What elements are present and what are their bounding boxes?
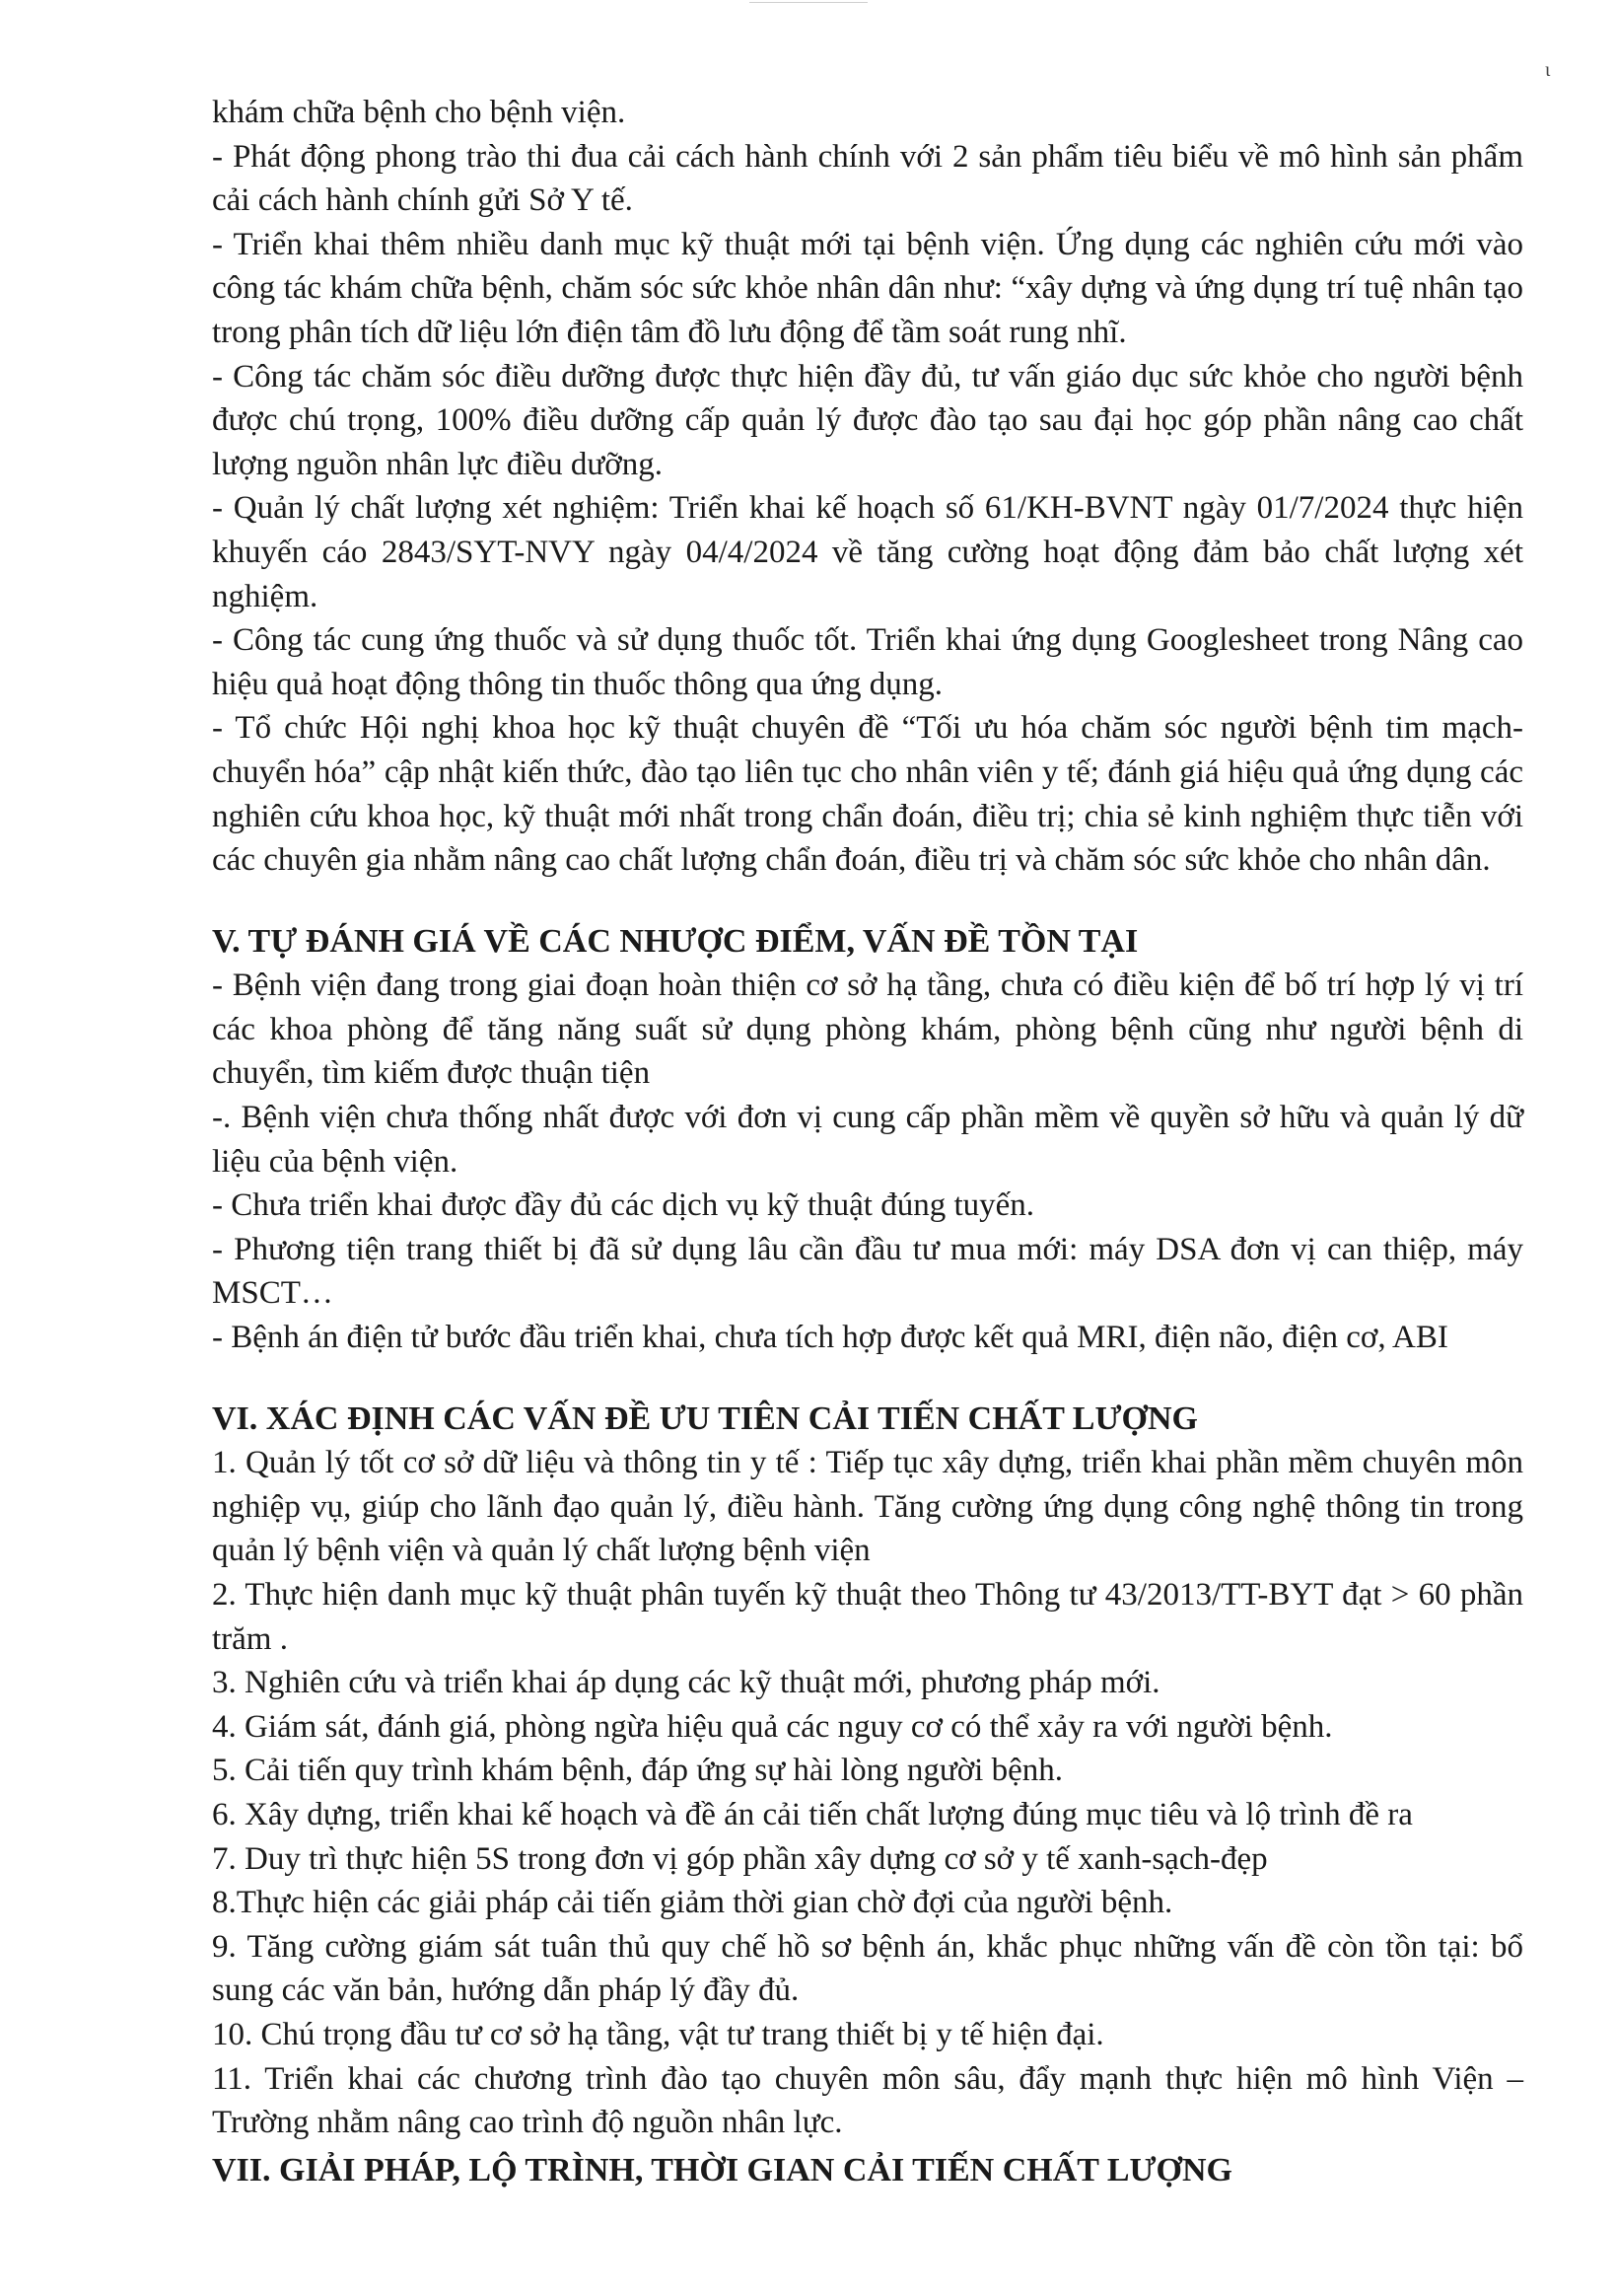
scan-top-line xyxy=(749,2,868,3)
section-vi-heading: VI. XÁC ĐỊNH CÁC VẤN ĐỀ ƯU TIÊN CẢI TIẾN CHẤT LƯỢNG xyxy=(212,1399,1198,1437)
corner-mark: ɩ xyxy=(1545,59,1551,81)
document-page xyxy=(212,91,1523,2192)
paragraph: - Công tác cung ứng thuốc và sử dụng thuốc tốt. Triển khai ứng dụng Googlesheet trong Nâng cao hiệu quả hoạt động thông tin thuốc thông qua ứng dụng. xyxy=(212,622,1523,702)
section-vii xyxy=(212,2149,1523,2193)
spacer xyxy=(212,883,1523,920)
section-v-heading: V. TỰ ĐÁNH GIÁ VỀ CÁC NHƯỢC ĐIỂM, VẤN ĐỀ TỒN TẠI xyxy=(212,922,1139,960)
paragraph: - Phát động phong trào thi đua cải cách hành chính với 2 sản phẩm tiêu biểu về mô hình sản phẩm cải cách hành chính gửi Sở Y tế. xyxy=(212,138,1523,219)
list-item: 1. Quản lý tốt cơ sở dữ liệu và thông tin y tế : Tiếp tục xây dựng, triển khai phần mềm chuyên môn nghiệp vụ, giúp cho lãnh đạo quản lý, điều hành. Tăng cường ứng dụng công nghệ thông tin trong quản lý bệnh viện và quản lý chất lượng bệnh viện xyxy=(212,1445,1523,1569)
list-item: 7. Duy trì thực hiện 5S trong đơn vị góp phần xây dựng cơ sở y tế xanh-sạch-đẹp xyxy=(212,1840,1268,1877)
list-item: - Bệnh án điện tử bước đầu triển khai, chưa tích hợp được kết quả MRI, điện não, điện cơ, ABI xyxy=(212,1320,1448,1356)
list-item: 6. Xây dựng, triển khai kế hoạch và đề án cải tiến chất lượng đúng mục tiêu và lộ trình đề ra xyxy=(212,1796,1413,1832)
list-item: 9. Tăng cường giám sát tuân thủ quy chế hồ sơ bệnh án, khắc phục những vấn đề còn tồn tại: bổ sung các văn bản, hướng dẫn pháp lý đầy đủ. xyxy=(212,1928,1523,2009)
list-item: - Phương tiện trang thiết bị đã sử dụng lâu cần đầu tư mua mới: máy DSA đơn vị can thiệp, máy MSCT… xyxy=(212,1231,1523,1312)
list-item: 10. Chú trọng đầu tư cơ sở hạ tầng, vật tư trang thiết bị y tế hiện đại. xyxy=(212,2016,1104,2052)
list-item: 4. Giám sát, đánh giá, phòng ngừa hiệu quả các nguy cơ có thể xảy ra với người bệnh. xyxy=(212,1708,1333,1745)
list-item: 11. Triển khai các chương trình đào tạo chuyên môn sâu, đẩy mạnh thực hiện mô hình Viện – Trường nhằm nâng cao trình độ nguồn nhân lực. xyxy=(212,2060,1523,2141)
section-iv-tail xyxy=(212,91,1523,883)
section-vii-heading: VII. GIẢI PHÁP, LỘ TRÌNH, THỜI GIAN CẢI TIẾN CHẤT LƯỢNG xyxy=(212,2151,1233,2188)
list-item: - Chưa triển khai được đầy đủ các dịch vụ kỹ thuật đúng tuyến. xyxy=(212,1187,1035,1224)
list-item: 8.Thực hiện các giải pháp cải tiến giảm thời gian chờ đợi của người bệnh. xyxy=(212,1885,1173,1921)
section-v xyxy=(212,920,1523,1360)
spacer xyxy=(212,1360,1523,1398)
list-item: 3. Nghiên cứu và triển khai áp dụng các kỹ thuật mới, phương pháp mới. xyxy=(212,1665,1160,1701)
list-item: -. Bệnh viện chưa thống nhất được với đơn vị cung cấp phần mềm về quyền sở hữu và quản lý dữ liệu của bệnh viện. xyxy=(212,1100,1523,1180)
paragraph: - Quản lý chất lượng xét nghiệm: Triển khai kế hoạch số 61/KH-BVNT ngày 01/7/2024 thực hiện khuyến cáo 2843/SYT-NVY ngày 04/4/2024 về tăng cường hoạt động đảm bảo chất lượng xét nghiệm. xyxy=(212,490,1523,614)
paragraph: - Triển khai thêm nhiều danh mục kỹ thuật mới tại bệnh viện. Ứng dụng các nghiên cứu mới vào công tác khám chữa bệnh, chăm sóc sức khỏe nhân dân như: “xây dựng và ứng dụng trí tuệ nhân tạo trong phân tích dữ liệu lớn điện tâm đồ lưu động để tầm soát rung nhĩ. xyxy=(212,226,1523,350)
list-item: 5. Cải tiến quy trình khám bệnh, đáp ứng sự hài lòng người bệnh. xyxy=(212,1753,1063,1789)
list-item: 2. Thực hiện danh mục kỹ thuật phân tuyến kỹ thuật theo Thông tư 43/2013/TT-BYT đạt > 60 phần trăm . xyxy=(212,1577,1523,1657)
paragraph: khám chữa bệnh cho bệnh viện. xyxy=(212,95,626,130)
paragraph: - Tổ chức Hội nghị khoa học kỹ thuật chuyên đề “Tối ưu hóa chăm sóc người bệnh tim mạch-chuyển hóa” cập nhật kiến thức, đào tạo liên tục cho nhân viên y tế; đánh giá hiệu quả ứng dụng các nghiên cứu khoa học, kỹ thuật mới nhất trong chẩn đoán, điều trị; chia sẻ kinh nghiệm thực tiễn với các chuyên gia nhằm nâng cao chất lượng chẩn đoán, điều trị và chăm sóc sức khỏe cho nhân dân. xyxy=(212,710,1523,879)
list-item: - Bệnh viện đang trong giai đoạn hoàn thiện cơ sở hạ tầng, chưa có điều kiện để bố trí hợp lý vị trí các khoa phòng để tăng năng suất sử dụng phòng khám, phòng bệnh cũng như người bệnh di chuyển, tìm kiếm được thuận tiện xyxy=(212,968,1523,1092)
section-vi xyxy=(212,1398,1523,2145)
paragraph: - Công tác chăm sóc điều dưỡng được thực hiện đầy đủ, tư vấn giáo dục sức khỏe cho người bệnh được chú trọng, 100% điều dưỡng cấp quản lý được đào tạo sau đại học góp phần nâng cao chất lượng nguồn nhân lực điều dưỡng. xyxy=(212,358,1523,482)
